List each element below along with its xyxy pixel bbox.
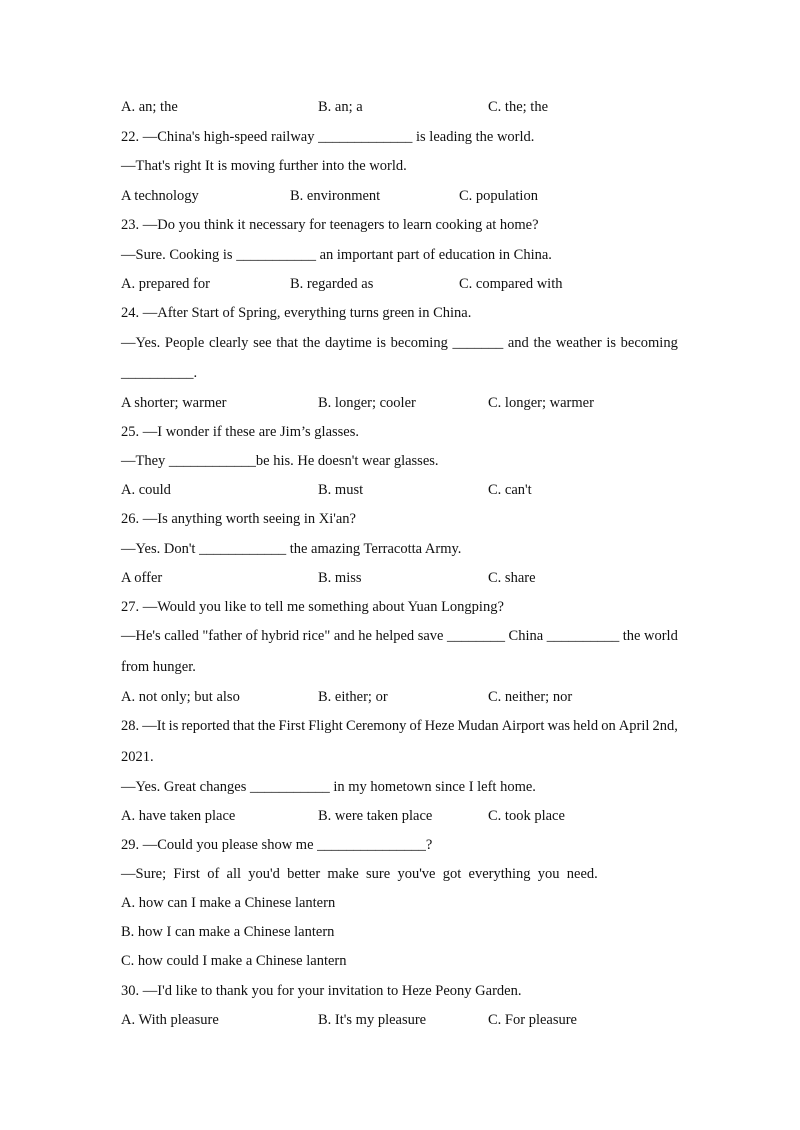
q28-word: Ceremony: [345, 718, 407, 734]
q21-option-c: C. the; the: [488, 99, 549, 115]
q23-text-post: an important part of education in China.: [315, 247, 552, 263]
q24-word: the: [302, 335, 321, 351]
q27-option-c: C. neither; nor: [488, 689, 573, 705]
q26-option-b: B. miss: [318, 570, 362, 586]
q28-word: on: [601, 718, 616, 734]
q27-word: called: [164, 628, 199, 644]
q21-option-b: B. an; a: [318, 99, 363, 115]
q28-text-post: in my hometown since I left home.: [329, 779, 536, 795]
q27-word: "father: [202, 628, 243, 644]
q24-word: People: [164, 335, 205, 351]
q27-word: of: [245, 628, 258, 644]
q22-blank: _____________: [318, 129, 413, 145]
q25-blank: ____________: [168, 453, 256, 469]
q21-option-a: A. an; the: [121, 99, 178, 115]
q22-question: [121, 127, 534, 147]
q30-question: 30. —I'd like to thank you for your invitation to Heze Peony Garden.: [121, 983, 522, 999]
q25-text-post: be his. He doesn't wear glasses.: [255, 453, 439, 469]
q29-blank: _______________: [317, 837, 426, 853]
q25-text-pre: —They: [121, 453, 169, 469]
q26-question: 26. —Is anything worth seeing in Xi'an?: [121, 511, 356, 527]
q24-word: becoming: [390, 335, 448, 351]
q24-word: clearly: [208, 335, 249, 351]
q24-option-c: C. longer; warmer: [488, 395, 594, 411]
q27-blank-1: ________: [447, 628, 505, 644]
q24-blank-2: __________.: [121, 365, 198, 381]
q28-option-c: C. took place: [488, 808, 565, 824]
q28-word: Flight: [308, 718, 343, 734]
q27-word: —He's: [121, 628, 161, 644]
q28-blank: ___________: [250, 779, 330, 795]
q30-option-b: B. It's my pleasure: [318, 1012, 427, 1028]
q26-text-pre: —Yes. Don't: [121, 541, 200, 557]
q29-option-b: B. how I can make a Chinese lantern: [121, 924, 335, 940]
q22-text-pre: 22. —China's high-speed railway: [121, 129, 319, 145]
q25-question: 25. —I wonder if these are Jim’s glasses.: [121, 424, 359, 440]
q27-question: 27. —Would you like to tell me something about Yuan Longping?: [121, 599, 504, 615]
q27-word: helped: [375, 628, 415, 644]
q22-text-post: is leading the world.: [412, 129, 535, 145]
q28-question-cont: 2021.: [121, 749, 154, 765]
q24-response: [121, 333, 678, 353]
q29-text-post: ?: [425, 837, 433, 853]
q24-option-b: B. longer; cooler: [318, 395, 416, 411]
q28-word: that: [232, 718, 255, 734]
q28-option-b: B. were taken place: [318, 808, 433, 824]
q28-word: reported: [181, 718, 230, 734]
q28-option-a: A. have taken place: [121, 808, 236, 824]
q28-word: was: [547, 718, 571, 734]
q22-option-c: C. population: [459, 188, 538, 204]
q25-option-c: C. can't: [488, 482, 532, 498]
q27-word: save: [417, 628, 444, 644]
q26-option-a: A offer: [121, 570, 163, 586]
q27-word: hybrid: [261, 628, 300, 644]
q23-text-pre: —Sure. Cooking is: [121, 247, 237, 263]
q24-word: that: [276, 335, 298, 351]
q25-option-b: B. must: [318, 482, 364, 498]
q22-option-b: B. environment: [290, 188, 381, 204]
q28-question: [121, 716, 678, 736]
q27-word: and: [333, 628, 355, 644]
q24-word: weather: [555, 335, 602, 351]
q28-text-pre: —Yes. Great changes: [121, 779, 250, 795]
q24-word: the: [533, 335, 552, 351]
q24-blank-1: _______: [452, 335, 504, 351]
q28-word: held: [573, 718, 599, 734]
q29-response: —Sure; First of all you'd better make sure you've got everything you need.: [121, 866, 598, 882]
q25-response: [121, 451, 439, 471]
q30-option-a: A. With pleasure: [121, 1012, 219, 1028]
q28-word: Airport: [501, 718, 545, 734]
q28-word: the: [257, 718, 276, 734]
q27-word: he: [358, 628, 372, 644]
q23-option-b: B. regarded as: [290, 276, 374, 292]
q28-response: [121, 777, 536, 797]
q24-word: and: [507, 335, 529, 351]
q28-word: First: [278, 718, 306, 734]
q24-word: daytime: [324, 335, 372, 351]
q22-response: —That's right It is moving further into the world.: [121, 158, 407, 174]
q23-response: [121, 245, 552, 265]
q24-word: becoming: [620, 335, 678, 351]
q27-blank-2: __________: [546, 628, 620, 644]
q24-word: is: [376, 335, 387, 351]
q25-option-a: A. could: [121, 482, 171, 498]
q29-option-a: A. how can I make a Chinese lantern: [121, 895, 336, 911]
q27-word: rice": [302, 628, 331, 644]
q29-option-c: C. how could I make a Chinese lantern: [121, 953, 347, 969]
q26-text-post: the amazing Terracotta Army.: [286, 541, 462, 557]
q28-word: 2nd,: [652, 718, 678, 734]
q28-word: 28.: [121, 718, 140, 734]
q22-option-a: A technology: [121, 188, 199, 204]
q24-word: see: [253, 335, 272, 351]
q24-word: is: [606, 335, 617, 351]
q23-blank: ___________: [236, 247, 316, 263]
q28-word: Mudan: [457, 718, 499, 734]
q28-word: Heze: [424, 718, 455, 734]
q23-option-a: A. prepared for: [121, 276, 210, 292]
q26-response: [121, 539, 461, 559]
q27-option-b: B. either; or: [318, 689, 388, 705]
q30-option-c: C. For pleasure: [488, 1012, 577, 1028]
q28-word: —It: [142, 718, 166, 734]
q23-option-c: C. compared with: [459, 276, 563, 292]
q28-word: is: [168, 718, 179, 734]
q24-word: —Yes.: [121, 335, 161, 351]
q28-word: of: [409, 718, 422, 734]
q27-word: China: [508, 628, 544, 644]
q29-question: [121, 835, 432, 855]
q26-option-c: C. share: [488, 570, 536, 586]
q27-word: world: [643, 628, 678, 644]
q28-word: April: [618, 718, 650, 734]
q27-response-cont: from hunger.: [121, 659, 196, 675]
q26-blank: ____________: [199, 541, 287, 557]
q27-response: [121, 626, 678, 646]
q27-option-a: A. not only; but also: [121, 689, 240, 705]
q24-question: 24. —After Start of Spring, everything turns green in China.: [121, 305, 472, 321]
q27-word: the: [622, 628, 641, 644]
q23-question: 23. —Do you think it necessary for teenagers to learn cooking at home?: [121, 217, 539, 233]
q29-text-pre: 29. —Could you please show me: [121, 837, 318, 853]
q24-option-a: A shorter; warmer: [121, 395, 227, 411]
